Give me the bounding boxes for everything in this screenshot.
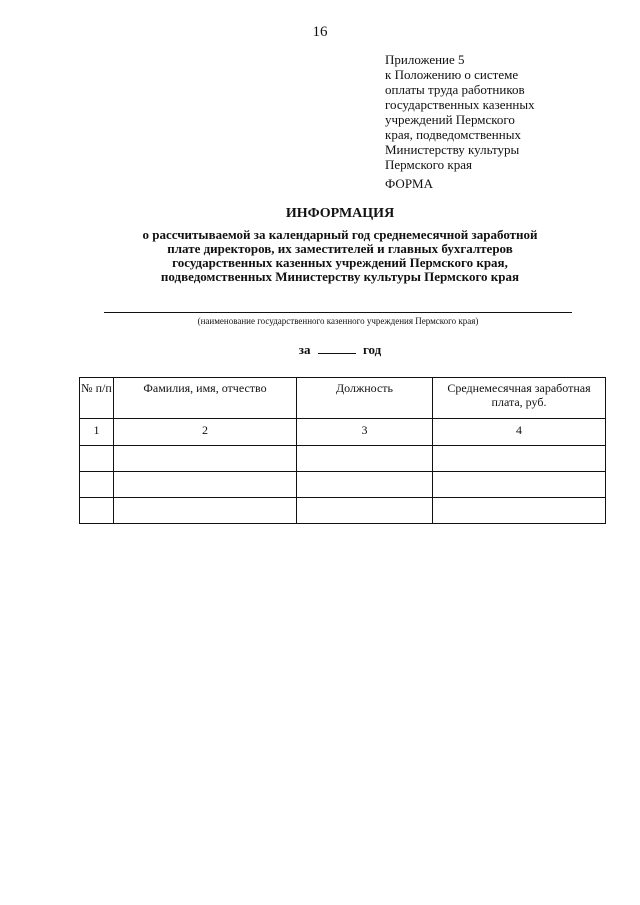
table-cell [297,498,433,524]
table-cell [80,446,114,472]
table-row [80,446,606,472]
form-label: ФОРМА [385,176,433,191]
institution-name-line [104,312,572,313]
header-cell-name: Фамилия, имя, отчество [114,378,297,419]
column-number: 2 [114,419,297,446]
table-cell [114,446,297,472]
document-title: ИНФОРМАЦИЯ [285,206,395,221]
column-number: 4 [433,419,606,446]
appendix-line: Пермского края [385,157,472,172]
document-subtitle [100,228,580,284]
appendix-note [385,52,615,172]
header-cell-salary: Среднемесячная заработная плата, руб. [433,378,606,419]
appendix-line: учреждений Пермского [385,112,515,127]
table-row [80,472,606,498]
table-cell [297,472,433,498]
appendix-line: края, подведомственных [385,127,521,142]
table-cell [297,446,433,472]
appendix-line: государственных казенных [385,97,535,112]
subtitle-line: подведомственных Министерству культуры Пермского края [160,269,520,284]
subtitle-line: о рассчитываемой за календарный год среднемесячной заработной [142,227,538,242]
header-cell-position: Должность [297,378,433,419]
period-line [0,342,640,358]
header-cell-number: № п/п [80,378,114,419]
column-number: 3 [297,419,433,446]
column-number: 1 [80,419,114,446]
table-cell [433,446,606,472]
table-number-row [80,419,606,446]
subtitle-line: плате директоров, их заместителей и главных бухгалтеров [167,241,513,256]
table-cell [80,498,114,524]
appendix-line: Приложение 5 [385,52,465,67]
table-cell [114,472,297,498]
salary-table [79,377,606,524]
table-cell [433,472,606,498]
subtitle-line: государственных казенных учреждений Пермского края, [172,255,508,270]
table-cell [433,498,606,524]
page-number: 16 [312,24,328,40]
appendix-line: Министерству культуры [385,142,520,157]
period-prefix: за [298,342,311,357]
year-blank [318,342,356,354]
appendix-line: к Положению о системе [385,67,519,82]
appendix-line: оплаты труда работников [385,82,525,97]
institution-caption: (наименование государственного казенного учреждения Пермского края) [197,316,479,326]
table-cell [80,472,114,498]
table-row [80,498,606,524]
period-suffix: год [362,342,382,357]
table-header-row [80,378,606,419]
table-cell [114,498,297,524]
